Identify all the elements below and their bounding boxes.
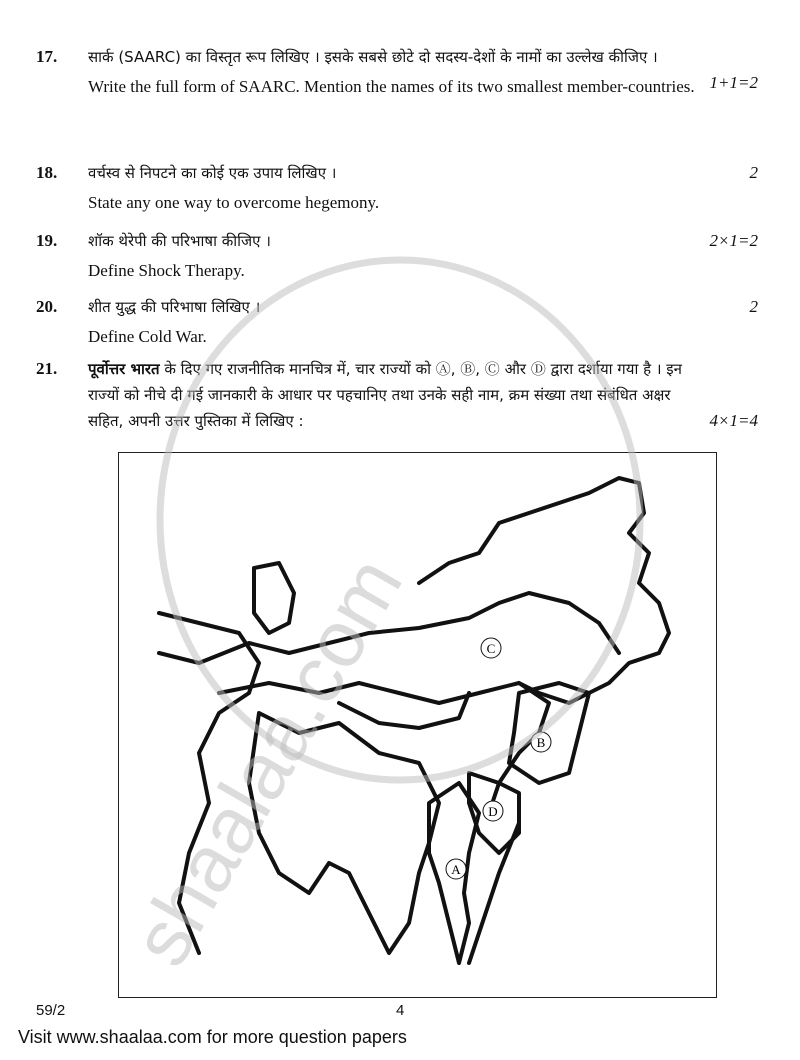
question-marks: 4×1=4 [709,411,758,430]
bangladesh [249,713,439,953]
state-c-label: C [486,641,496,656]
visit-link[interactable]: Visit www.shaalaa.com for more question papers [18,1027,407,1047]
paper-code: 59/2 [36,1002,66,1019]
question-marks: 2 [749,163,758,182]
meghalaya [339,693,469,728]
question-17 [36,44,758,100]
question-marks: 2×1=2 [709,231,758,250]
question-english: Define Shock Therapy. [88,261,245,280]
question-english: State any one way to overcome hegemony. [88,193,380,212]
question-hindi: वर्चस्व से निपटने का कोई एक उपाय लिखिए । [88,164,337,182]
state-b-label: B [536,735,546,750]
question-hindi: सार्क (SAARC) का विस्तृत रूप लिखिए । इसके सबसे छोटे दो सदस्य-देशों के नामों का उल्लेख कीजिए । [88,48,658,66]
assam-border [159,593,619,663]
question-hindi: शॉक थेरेपी की परिभाषा कीजिए । [88,232,271,250]
question-number: 17. [36,47,58,66]
question-hindi: शीत युद्ध की परिभाषा लिखिए । [88,298,261,316]
question-number: 20. [36,297,58,316]
page-number: 4 [396,1002,405,1019]
question-hindi-bold: पूर्वोत्तर भारत [88,360,160,378]
question-21 [36,356,758,434]
myanmar-border [469,823,519,963]
sikkim [254,563,294,633]
assam-south [219,683,549,813]
question-marks: 1+1=2 [709,73,758,92]
northeast-india-map [118,452,717,998]
question-number: 18. [36,163,58,182]
question-english: Define Cold War. [88,327,207,346]
question-english: Write the full form of SAARC. Mention the names of its two smallest member-countries. [88,77,695,96]
watermark-text: shaalaa.com [115,542,420,980]
state-a-label: A [451,862,461,877]
map-outline [119,453,716,997]
question-number: 19. [36,231,58,250]
question-marks: 2 [749,297,758,316]
question-19 [36,228,758,284]
question-20 [36,294,758,350]
question-18 [36,160,758,216]
question-number: 21. [36,359,58,378]
question-hindi: के दिए गए राजनीतिक मानचित्र में, चार राज्यों को Ⓐ, Ⓑ, Ⓒ और Ⓓ द्वारा दर्शाया गया है । इन राज्यों को नीचे दी गई जानकारी के आधार पर पहचानिए तथा उनके सही नाम, क्रम संख्या तथा संबंधित अक्षर सहित, अपनी उत्तर पुस्तिका में लिखिए : [88,360,682,430]
state-d-label: D [488,804,498,819]
arunachal-border [419,478,669,703]
westbengal [159,613,259,953]
